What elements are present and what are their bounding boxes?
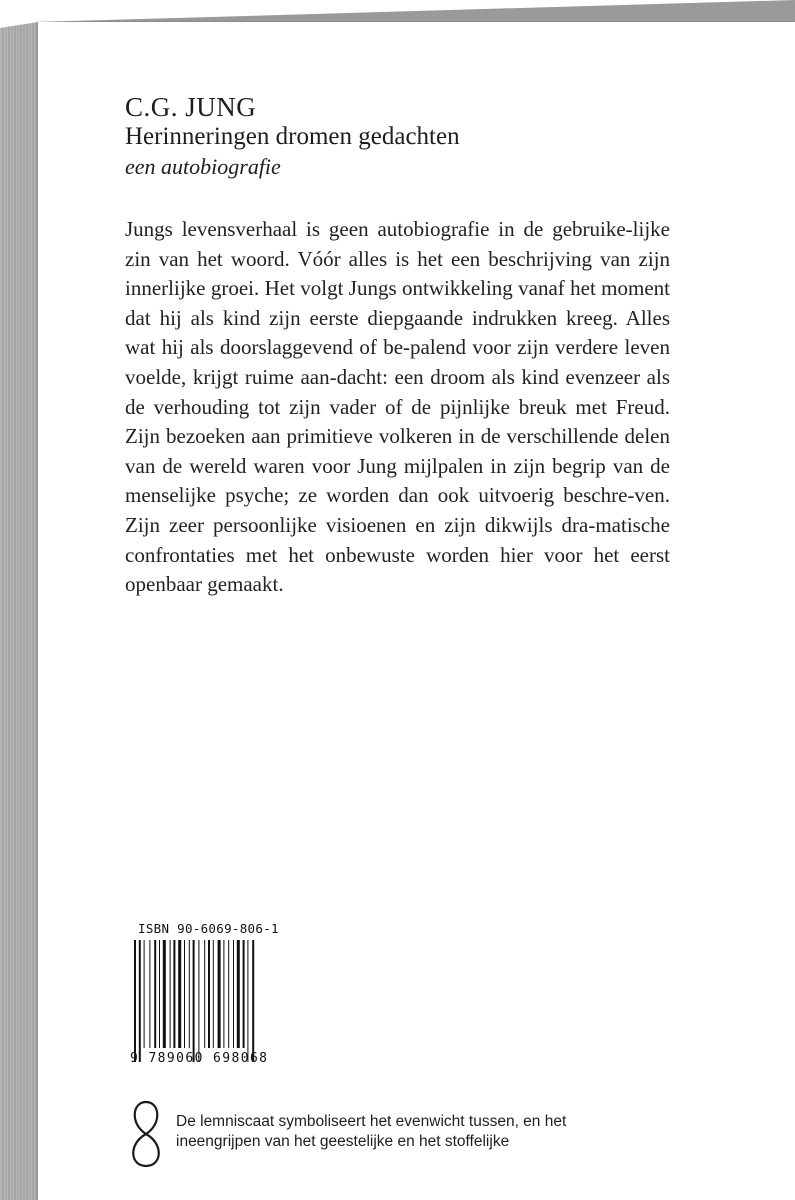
- barcode-bar: [243, 940, 245, 1048]
- barcode-bar: [208, 940, 210, 1048]
- publisher-note-line-2: ineengrijpen van het geestelijke en het stoffelijke: [176, 1133, 510, 1150]
- barcode-bar: [178, 940, 181, 1048]
- publisher-note-line-1: De lemniscaat symboliseert het evenwicht tussen, en het: [176, 1113, 567, 1130]
- blurb-text: Jungs levensverhaal is geen autobiografie in de gebruike-lijke zin van het woord. Vóór alles is het een beschrijving van zijn innerlijke groei. Het volgt Jungs ontwikkeling vanaf het moment dat hij als kind zijn eerste diepgaande indrukken kreeg. Alles wat hij als doorslaggevend of be-palend voor zijn verdere leven voelde, krijgt ruime aan-dacht: een droom als kind evenzeer als de verhouding tot zijn vader of de pijnlijke breuk met Freud. Zijn bezoeken aan primitieve volkeren in de verschillende delen van de wereld waren voor Jung mijlpalen in zijn begrip van de menselijke psyche; ze worden dan ook uitvoerig beschre-ven. Zijn zeer persoonlijke visioenen en zijn dikwijls dra-matische confrontaties met het onbewuste worden hier voor het eerst openbaar gemaakt.: [125, 217, 670, 597]
- barcode-bar: [204, 940, 205, 1048]
- barcode-bar: [149, 940, 150, 1048]
- author-name: C.G. JUNG: [125, 92, 257, 122]
- barcode-bar: [144, 940, 145, 1048]
- barcode-bar: [189, 940, 190, 1048]
- barcode-bar: [198, 940, 199, 1062]
- barcode-bar: [247, 940, 248, 1062]
- book-subtitle: een autobiografie: [125, 154, 281, 179]
- barcode-bar: [193, 940, 195, 1062]
- barcode-bar: [228, 940, 229, 1048]
- barcode-bar: [213, 940, 214, 1048]
- barcode-bar: [218, 940, 221, 1048]
- book-title: Herinneringen dromen gedachten: [125, 123, 460, 150]
- barcode-bar: [223, 940, 224, 1048]
- barcode-bar: [173, 940, 175, 1048]
- barcode-bar: [184, 940, 185, 1048]
- barcode-bar: [163, 940, 166, 1048]
- barcode-digits: 9 789060 698068: [130, 1051, 269, 1066]
- cover-header: [125, 92, 460, 182]
- barcode-bar: [154, 940, 156, 1048]
- barcode-bar: [233, 940, 234, 1048]
- barcode-bar: [159, 940, 160, 1048]
- lemniscate-icon: [126, 1098, 166, 1170]
- barcode-bar: [134, 940, 136, 1062]
- barcode-bar: [252, 940, 254, 1062]
- publisher-note: [176, 1112, 596, 1152]
- barcode-bar: [139, 940, 141, 1062]
- barcode-bar: [170, 940, 171, 1048]
- isbn-label: ISBN 90-6069-806-1: [138, 921, 279, 936]
- barcode-bar: [237, 940, 240, 1048]
